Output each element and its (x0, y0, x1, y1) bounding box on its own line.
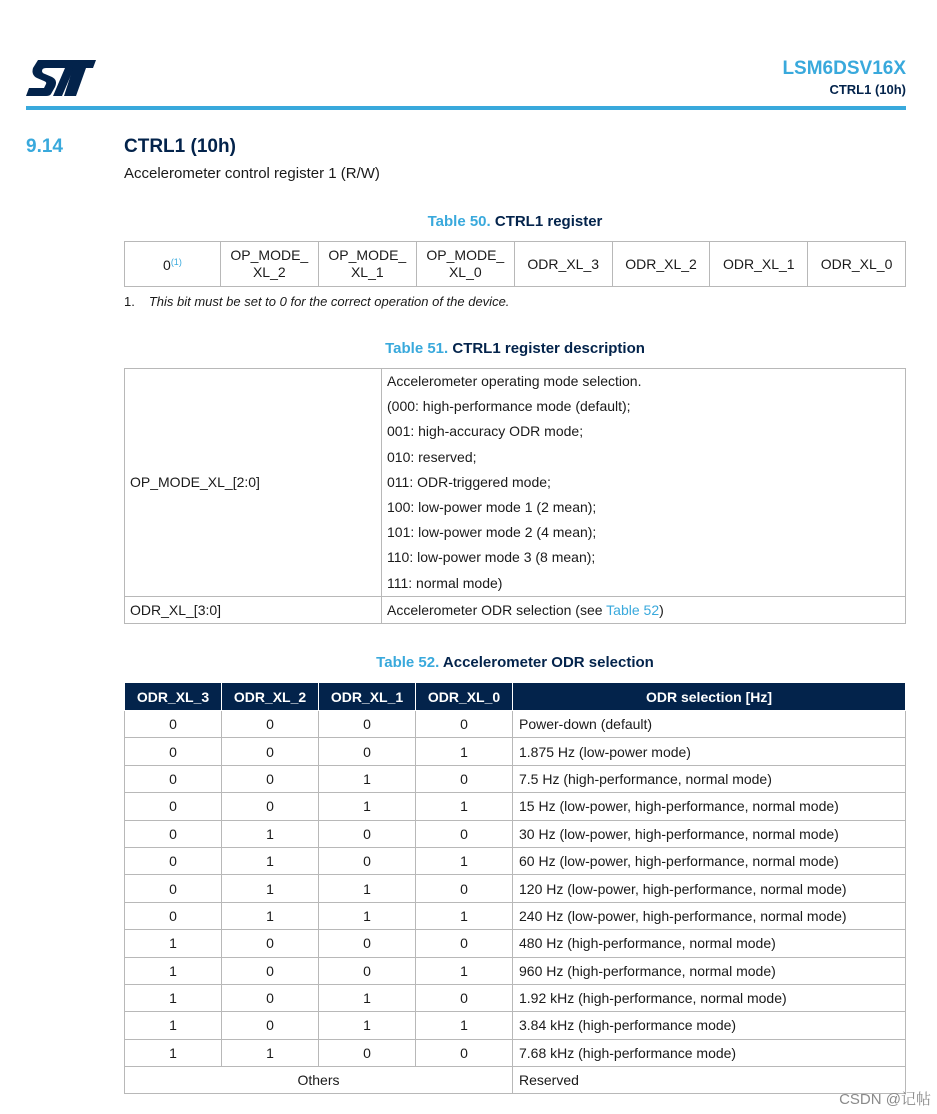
description-line: Accelerometer operating mode selection. (387, 373, 642, 389)
bit-value-cell: 0 (125, 765, 222, 792)
odr-selection-cell: 1.92 kHz (high-performance, normal mode) (513, 984, 906, 1011)
table-row (125, 711, 906, 738)
column-header: ODR_XL_0 (416, 683, 513, 711)
odr-selection-cell: 7.5 Hz (high-performance, normal mode) (513, 765, 906, 792)
bit-label: ODR_XL_2 (625, 255, 697, 272)
odr-selection-cell: 7.68 kHz (high-performance mode) (513, 1039, 906, 1066)
bit-value-cell: 1 (222, 1039, 319, 1066)
bit-value-cell: 0 (222, 957, 319, 984)
odr-selection-cell: 3.84 kHz (high-performance mode) (513, 1012, 906, 1039)
bit-label-line2: XL_1 (350, 264, 384, 280)
bit-label: 0 (163, 257, 171, 273)
column-header: ODR selection [Hz] (513, 683, 906, 711)
table50-caption-text: CTRL1 register (494, 213, 603, 230)
others-label-cell: Others (125, 1067, 513, 1094)
odr-selection-cell: 15 Hz (low-power, high-performance, normal mode) (513, 793, 906, 820)
footnote-ref[interactable]: (1) (170, 257, 182, 267)
description-line: 110: low-power mode 3 (8 mean); (387, 549, 596, 566)
table-row (125, 930, 906, 957)
bit-value-cell: 1 (416, 1012, 513, 1039)
section-number: 9.14 (26, 136, 63, 157)
table-row (125, 765, 906, 792)
register-bitmap-table (124, 241, 906, 287)
section-title: CTRL1 (10h) (124, 136, 236, 157)
bit-value-cell: 0 (319, 1039, 416, 1066)
field-name-cell: OP_MODE_XL_[2:0] (125, 369, 382, 597)
bit-value-cell: 0 (319, 738, 416, 765)
others-value-cell: Reserved (513, 1067, 906, 1094)
description-line: (000: high-performance mode (default); (387, 398, 631, 415)
column-header: ODR_XL_1 (319, 683, 416, 711)
field-name-cell: ODR_XL_[3:0] (125, 596, 382, 623)
section-description: Accelerometer control register 1 (R/W) (124, 165, 380, 182)
description-line: 001: high-accuracy ODR mode; (387, 423, 584, 440)
footnote-text: This bit must be set to 0 for the correct operation of the device. (148, 294, 510, 309)
bit-value-cell: 1 (125, 1012, 222, 1039)
bit-value-cell: 1 (319, 793, 416, 820)
bit-label: OP_MODE_ (426, 247, 505, 263)
bit-value-cell: 1 (125, 957, 222, 984)
description-line: 010: reserved; (387, 448, 477, 465)
description-line: 100: low-power mode 1 (2 mean); (387, 498, 597, 515)
bit-value-cell: 1 (125, 930, 222, 957)
bit-value-cell: 0 (416, 1039, 513, 1066)
bit-value-cell: 1 (222, 847, 319, 874)
bit-value-cell: 1 (319, 1012, 416, 1039)
table51-caption-text: CTRL1 register description (452, 340, 645, 357)
bit-value-cell: 1 (222, 902, 319, 929)
bit-label: ODR_XL_3 (527, 255, 600, 272)
table50-footnote (124, 294, 509, 309)
table-row (125, 369, 906, 597)
table52-caption-text: Accelerometer ODR selection (442, 654, 654, 671)
bit-value-cell: 1 (319, 875, 416, 902)
description-line: 101: low-power mode 2 (4 mean); (387, 524, 597, 541)
table-header-row (125, 683, 906, 711)
bit-value-cell: 1 (125, 1039, 222, 1066)
table-row (125, 875, 906, 902)
bit-value-cell: 0 (319, 820, 416, 847)
table52-caption (124, 654, 906, 671)
bit-value-cell: 0 (125, 847, 222, 874)
bit-value-cell: 0 (416, 820, 513, 847)
bit-value-cell: 0 (319, 930, 416, 957)
bit-value-cell: 1 (222, 820, 319, 847)
description-text: Accelerometer ODR selection (see (387, 601, 607, 618)
table50-caption (124, 213, 906, 230)
bit-value-cell: 0 (319, 711, 416, 738)
footnote-number: 1. (124, 294, 135, 309)
bit-value-cell: 0 (222, 738, 319, 765)
page-reference: CTRL1 (10h) (829, 82, 906, 97)
bit-value-cell: 1 (125, 984, 222, 1011)
bit-value-cell: 0 (416, 711, 513, 738)
field-description-cell (382, 596, 906, 623)
odr-selection-cell: 60 Hz (low-power, high-performance, normal mode) (513, 847, 906, 874)
bit-value-cell: 1 (416, 738, 513, 765)
table-row (125, 984, 906, 1011)
bit-value-cell: 1 (222, 875, 319, 902)
table51-caption (124, 340, 906, 357)
table-row (125, 847, 906, 874)
odr-selection-cell: 1.875 Hz (low-power mode) (513, 738, 906, 765)
st-logo (24, 58, 98, 98)
bit-value-cell: 0 (125, 820, 222, 847)
description-text-end: ) (659, 601, 664, 618)
register-bit-cell (514, 242, 612, 287)
register-bit-cell (125, 242, 221, 287)
field-description-cell (382, 369, 906, 597)
bit-value-cell: 0 (222, 793, 319, 820)
register-bit-cell (220, 242, 318, 287)
description-line: 011: ODR-triggered mode; (387, 473, 551, 490)
register-bit-cell (612, 242, 710, 287)
bit-value-cell: 1 (319, 984, 416, 1011)
bit-value-cell: 0 (125, 711, 222, 738)
odr-selection-cell: 240 Hz (low-power, high-performance, normal mode) (513, 902, 906, 929)
bit-value-cell: 0 (222, 765, 319, 792)
table50-caption-number: Table 50. (427, 213, 491, 230)
bit-value-cell: 1 (416, 847, 513, 874)
bit-value-cell: 0 (125, 875, 222, 902)
table-row (125, 1012, 906, 1039)
column-header: ODR_XL_2 (222, 683, 319, 711)
bit-label-line2: XL_0 (448, 264, 482, 280)
register-bit-cell (318, 242, 416, 287)
bit-value-cell: 1 (416, 902, 513, 929)
bit-value-cell: 1 (416, 957, 513, 984)
bit-label: ODR_XL_1 (722, 255, 795, 272)
register-bit-row (125, 242, 906, 287)
bit-value-cell: 0 (222, 930, 319, 957)
bit-value-cell: 1 (416, 793, 513, 820)
odr-selection-table (124, 682, 906, 1094)
table-row (125, 820, 906, 847)
table-row (125, 1067, 906, 1094)
bit-value-cell: 0 (222, 711, 319, 738)
register-description-table (124, 368, 906, 624)
odr-selection-cell: 120 Hz (low-power, high-performance, normal mode) (513, 875, 906, 902)
bit-value-cell: 1 (319, 902, 416, 929)
bit-value-cell: 0 (416, 984, 513, 1011)
odr-selection-cell: 960 Hz (high-performance, normal mode) (513, 957, 906, 984)
table-row (125, 793, 906, 820)
bit-value-cell: 0 (319, 957, 416, 984)
description-line: 111: normal mode) (387, 574, 503, 591)
bit-value-cell: 0 (125, 902, 222, 929)
bit-value-cell: 0 (319, 847, 416, 874)
table51-caption-number: Table 51. (385, 340, 449, 357)
bit-value-cell: 0 (222, 1012, 319, 1039)
bit-label: ODR_XL_0 (820, 255, 893, 272)
table52-link[interactable]: Table 52 (606, 601, 660, 618)
column-header: ODR_XL_3 (125, 683, 222, 711)
bit-value-cell: 0 (125, 738, 222, 765)
bit-label-line2: XL_2 (252, 264, 286, 280)
odr-selection-cell: 480 Hz (high-performance, normal mode) (513, 930, 906, 957)
table-row (125, 1039, 906, 1066)
bit-value-cell: 1 (319, 765, 416, 792)
bit-label: OP_MODE_ (230, 247, 309, 263)
bit-value-cell: 0 (416, 765, 513, 792)
table-row (125, 957, 906, 984)
bit-label: OP_MODE_ (328, 247, 407, 263)
register-bit-cell (416, 242, 514, 287)
table-row (125, 738, 906, 765)
bit-value-cell: 0 (416, 930, 513, 957)
product-name: LSM6DSV16X (782, 58, 906, 79)
table-row (125, 902, 906, 929)
odr-selection-cell: Power-down (default) (513, 711, 906, 738)
header-divider (26, 106, 906, 110)
bit-value-cell: 0 (125, 793, 222, 820)
register-bit-cell (808, 242, 906, 287)
bit-value-cell: 0 (416, 875, 513, 902)
watermark: CSDN @记帖 (839, 1091, 931, 1108)
bit-value-cell: 0 (222, 984, 319, 1011)
register-bit-cell (710, 242, 808, 287)
table-row (125, 596, 906, 623)
odr-selection-cell: 30 Hz (low-power, high-performance, normal mode) (513, 820, 906, 847)
table52-caption-number: Table 52. (376, 654, 440, 671)
